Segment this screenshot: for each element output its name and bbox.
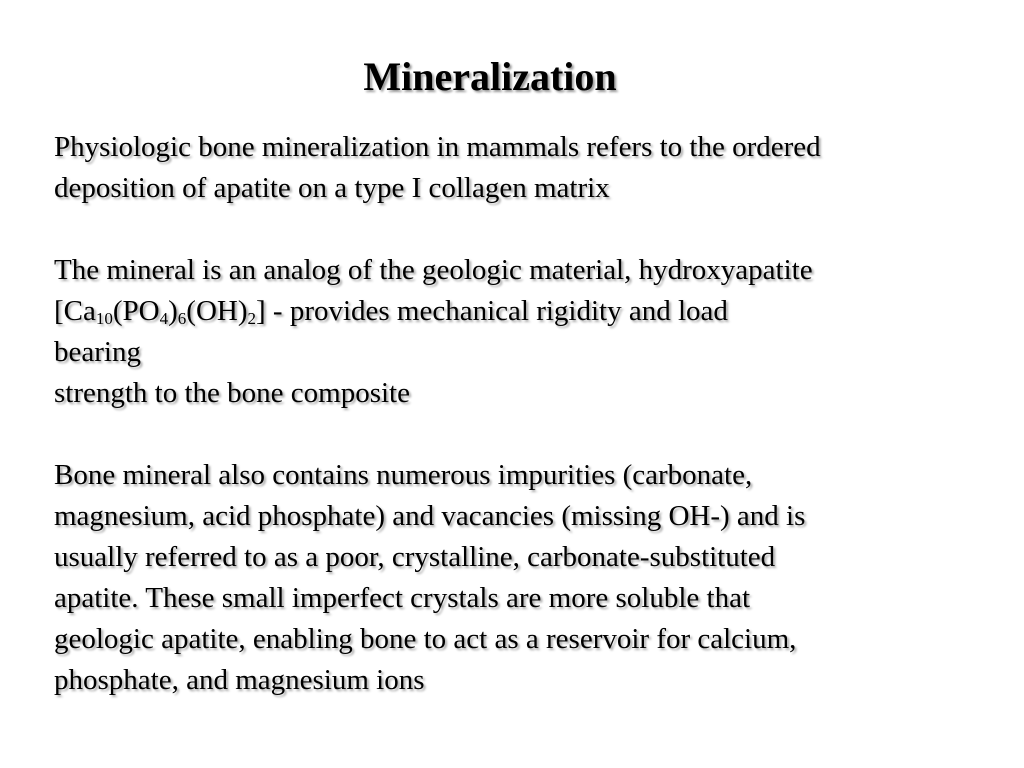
text-line: geologic apatite, enabling bone to act as a reservoir for calcium, xyxy=(54,623,797,655)
formula-part: (OH) xyxy=(186,295,248,327)
formula-subscript: 4 xyxy=(159,309,169,328)
formula-part: ] xyxy=(255,295,266,327)
text-line: magnesium, acid phosphate) and vacancies (missing OH-) and is xyxy=(54,500,806,532)
text-line: deposition of apatite on a type I collagen matrix xyxy=(54,172,610,204)
formula-subscript: 2 xyxy=(247,309,256,328)
slide-title: Mineralization xyxy=(363,54,617,99)
text-line: usually referred to as a poor, crystalline, carbonate-substituted xyxy=(54,541,776,573)
formula-subscript: 10 xyxy=(95,309,113,328)
formula-part: ) xyxy=(168,295,178,327)
text-line: apatite. These small imperfect crystals are more soluble that xyxy=(54,582,751,614)
text-line: strength to the bone composite xyxy=(54,377,410,409)
text-line: bearing xyxy=(54,336,141,368)
paragraph-hydroxyapatite xyxy=(54,250,984,414)
formula-part: [Ca xyxy=(54,295,96,327)
text-line: Physiologic bone mineralization in mammals refers to the ordered xyxy=(54,131,821,163)
slide-body xyxy=(54,127,984,701)
paragraph-spacer xyxy=(54,414,984,455)
text-line: Bone mineral also contains numerous impurities (carbonate, xyxy=(54,459,753,491)
text-line-formula xyxy=(54,291,984,332)
paragraph-spacer xyxy=(54,209,984,250)
text-segment: - provides mechanical rigidity and load xyxy=(265,295,728,327)
formula-subscript: 6 xyxy=(177,309,187,328)
formula-part: (PO xyxy=(112,295,160,327)
paragraph-definition xyxy=(54,127,984,209)
paragraph-impurities xyxy=(54,455,984,701)
text-line: phosphate, and magnesium ions xyxy=(54,664,425,696)
text-line: The mineral is an analog of the geologic material, hydroxyapatite xyxy=(54,254,813,286)
